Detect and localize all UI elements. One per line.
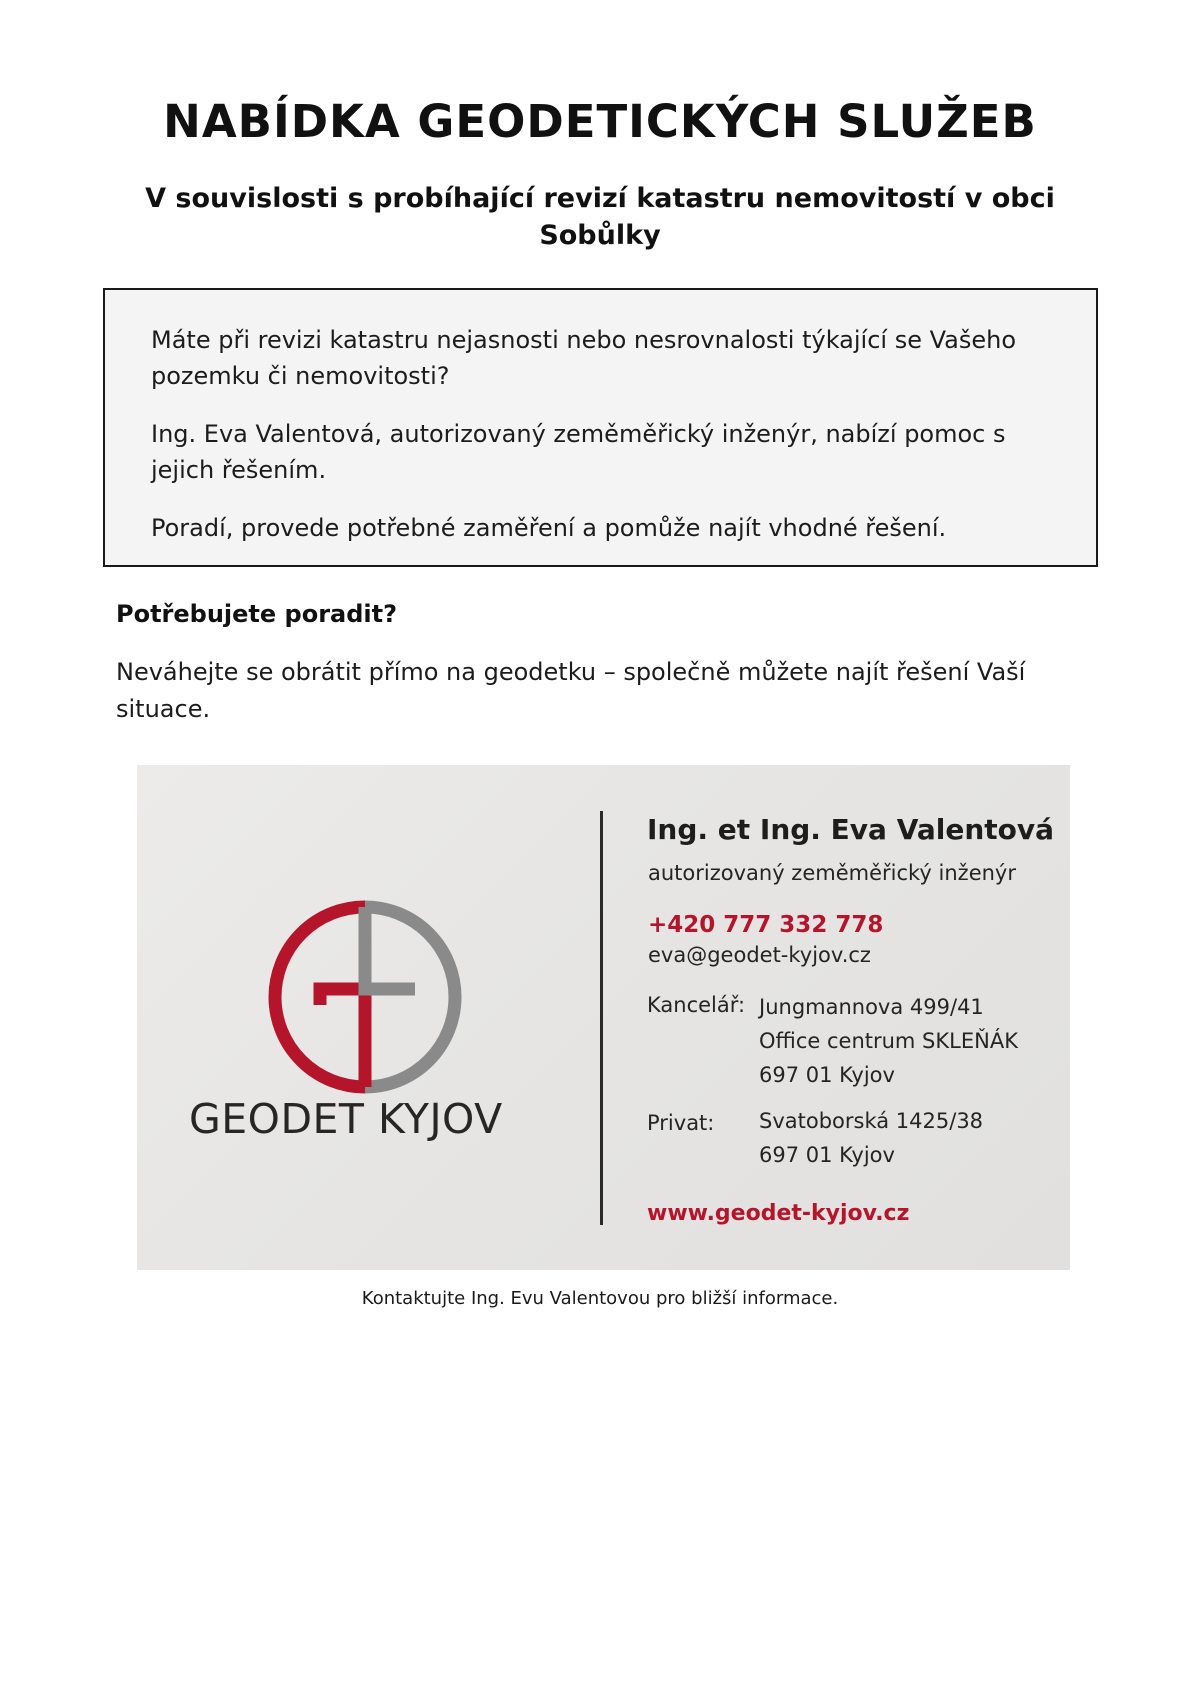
notice-paragraph-2: Ing. Eva Valentová, autorizovaný zeměměřický inženýr, nabízí pomoc s jejich řešením. <box>151 420 1006 484</box>
page-title: NABÍDKA GEODETICKÝCH SLUŽEB <box>163 95 1037 148</box>
page-subtitle: V souvislosti s probíhající revizí katastru nemovitostí v obci Sobůlky <box>145 183 1055 251</box>
card-website: www.geodet-kyjov.cz <box>647 1201 910 1226</box>
card-private-line-1: Svatoborská 1425/38 <box>759 1109 984 1133</box>
notice-box <box>103 288 1098 567</box>
contact-text: Neváhejte se obrátit přímo na geodetku – společně můžete najít řešení Vaší situace. <box>116 658 1026 723</box>
card-phone: +420 777 332 778 <box>648 912 884 938</box>
notice-paragraph-3: Poradí, provede potřebné zaměření a pomůže najít vhodné řešení. <box>151 514 947 542</box>
card-email: eva@geodet-kyjov.cz <box>648 943 871 967</box>
contact-heading: Potřebujete poradit? <box>116 600 398 628</box>
card-office-line-3: 697 01 Kyjov <box>759 1063 895 1087</box>
card-office-label: Kancelář: <box>647 993 746 1017</box>
geodet-logo-icon <box>265 897 465 1097</box>
notice-paragraph-1: Máte při revizi katastru nejasnosti nebo nesrovnalosti týkající se Vašeho pozemku či nemovitosti? <box>151 326 1017 390</box>
card-private-label: Privat: <box>647 1111 715 1135</box>
card-person-role: autorizovaný zeměměřický inženýr <box>648 861 1016 885</box>
card-office-line-1: Jungmannova 499/41 <box>759 995 984 1019</box>
business-card-photo <box>137 765 1070 1270</box>
card-private-line-2: 697 01 Kyjov <box>759 1143 895 1167</box>
card-office-line-2: Office centrum SKLEŇÁK <box>759 1029 1018 1053</box>
card-brand-name: GEODET KYJOV <box>189 1095 503 1143</box>
card-person-name: Ing. et Ing. Eva Valentová <box>647 813 1055 846</box>
card-divider <box>600 811 603 1225</box>
image-caption: Kontaktujte Ing. Evu Valentovou pro bližší informace. <box>361 1288 839 1309</box>
